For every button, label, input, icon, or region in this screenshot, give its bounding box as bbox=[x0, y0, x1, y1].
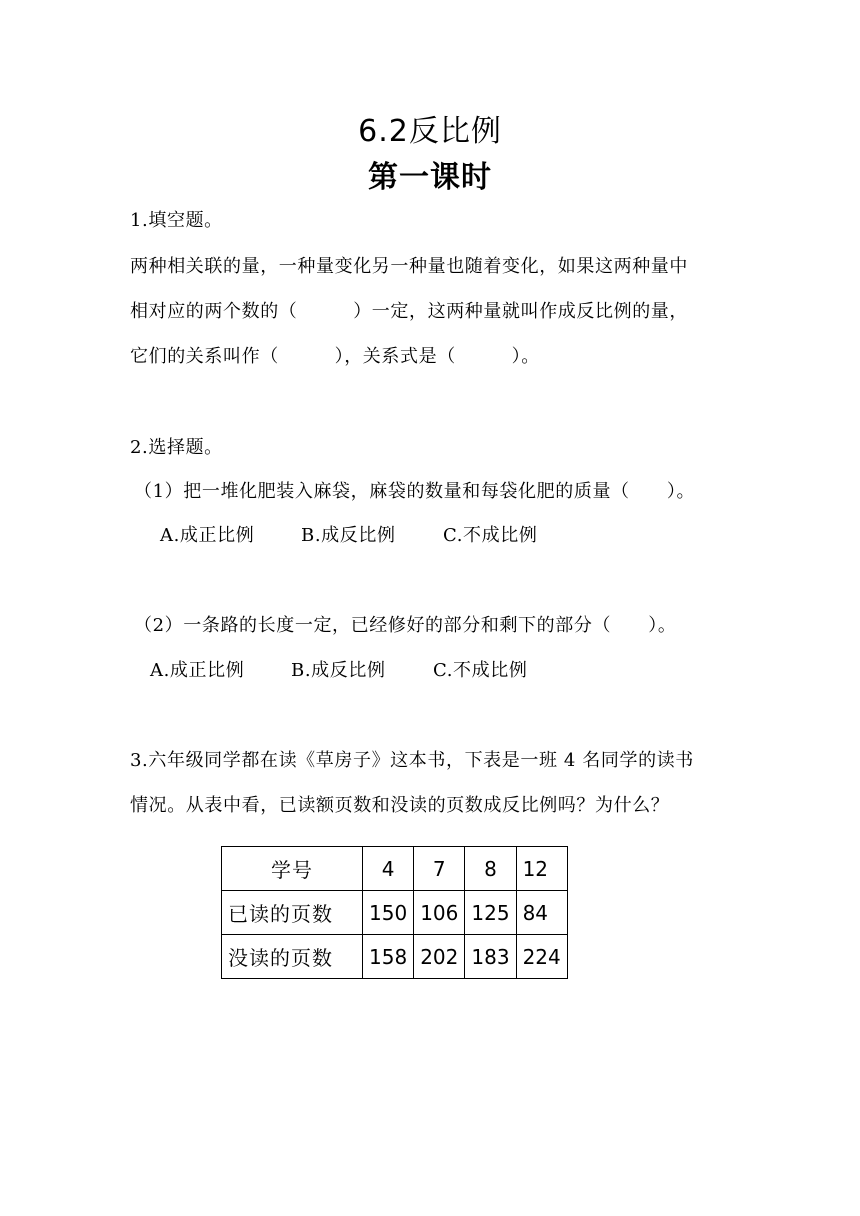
q1-line-3: 它们的关系叫作（ ），关系式是（ ）。 bbox=[130, 346, 540, 367]
table-header-cell: 4 bbox=[363, 847, 414, 891]
table-cell: 158 bbox=[363, 935, 414, 979]
option-c: C.不成比例 bbox=[443, 525, 538, 546]
option-b: B.成反比例 bbox=[301, 525, 396, 546]
table-header-row bbox=[222, 847, 568, 891]
option-a: A.成正比例 bbox=[150, 660, 245, 681]
q2-sub2-stem: （2）一条路的长度一定，已经修好的部分和剩下的部分（ ）。 bbox=[134, 615, 677, 636]
table-row-label: 已读的页数 bbox=[222, 891, 363, 935]
page-title: 6.2反比例 bbox=[358, 114, 502, 149]
table-header-cell: 7 bbox=[414, 847, 465, 891]
option-b: B.成反比例 bbox=[291, 660, 386, 681]
table-cell: 183 bbox=[465, 935, 516, 979]
table-cell: 224 bbox=[516, 935, 567, 979]
q1-line-1: 两种相关联的量，一种量变化另一种量也随着变化，如果这两种量中 bbox=[130, 256, 688, 277]
table-cell: 202 bbox=[414, 935, 465, 979]
table-header-cell: 12 bbox=[516, 847, 567, 891]
q2-heading: 2.选择题。 bbox=[130, 437, 223, 458]
page-subtitle: 第一课时 bbox=[368, 160, 492, 195]
table-cell: 84 bbox=[516, 891, 567, 935]
q2-sub2-options bbox=[150, 656, 527, 682]
option-c: C.不成比例 bbox=[433, 660, 528, 681]
table-header-cell: 8 bbox=[465, 847, 516, 891]
table-cell: 106 bbox=[414, 891, 465, 935]
table-row bbox=[222, 891, 568, 935]
table-cell: 125 bbox=[465, 891, 516, 935]
option-a: A.成正比例 bbox=[160, 525, 255, 546]
table-cell: 150 bbox=[363, 891, 414, 935]
table-header-cell: 学号 bbox=[222, 847, 363, 891]
q2-sub1-options bbox=[160, 521, 537, 547]
q3-line-1: 3.六年级同学都在读《草房子》这本书，下表是一班 4 名同学的读书 bbox=[130, 750, 694, 771]
q2-sub1-stem: （1）把一堆化肥装入麻袋，麻袋的数量和每袋化肥的质量（ ）。 bbox=[134, 481, 696, 502]
table-row bbox=[222, 935, 568, 979]
q3-line-2: 情况。从表中看，已读额页数和没读的页数成反比例吗？为什么？ bbox=[130, 795, 670, 816]
table-row-label: 没读的页数 bbox=[222, 935, 363, 979]
q1-line-2: 相对应的两个数的（ ）一定，这两种量就叫作成反比例的量， bbox=[130, 301, 688, 322]
reading-table bbox=[221, 846, 568, 979]
q1-heading: 1.填空题。 bbox=[130, 210, 223, 231]
